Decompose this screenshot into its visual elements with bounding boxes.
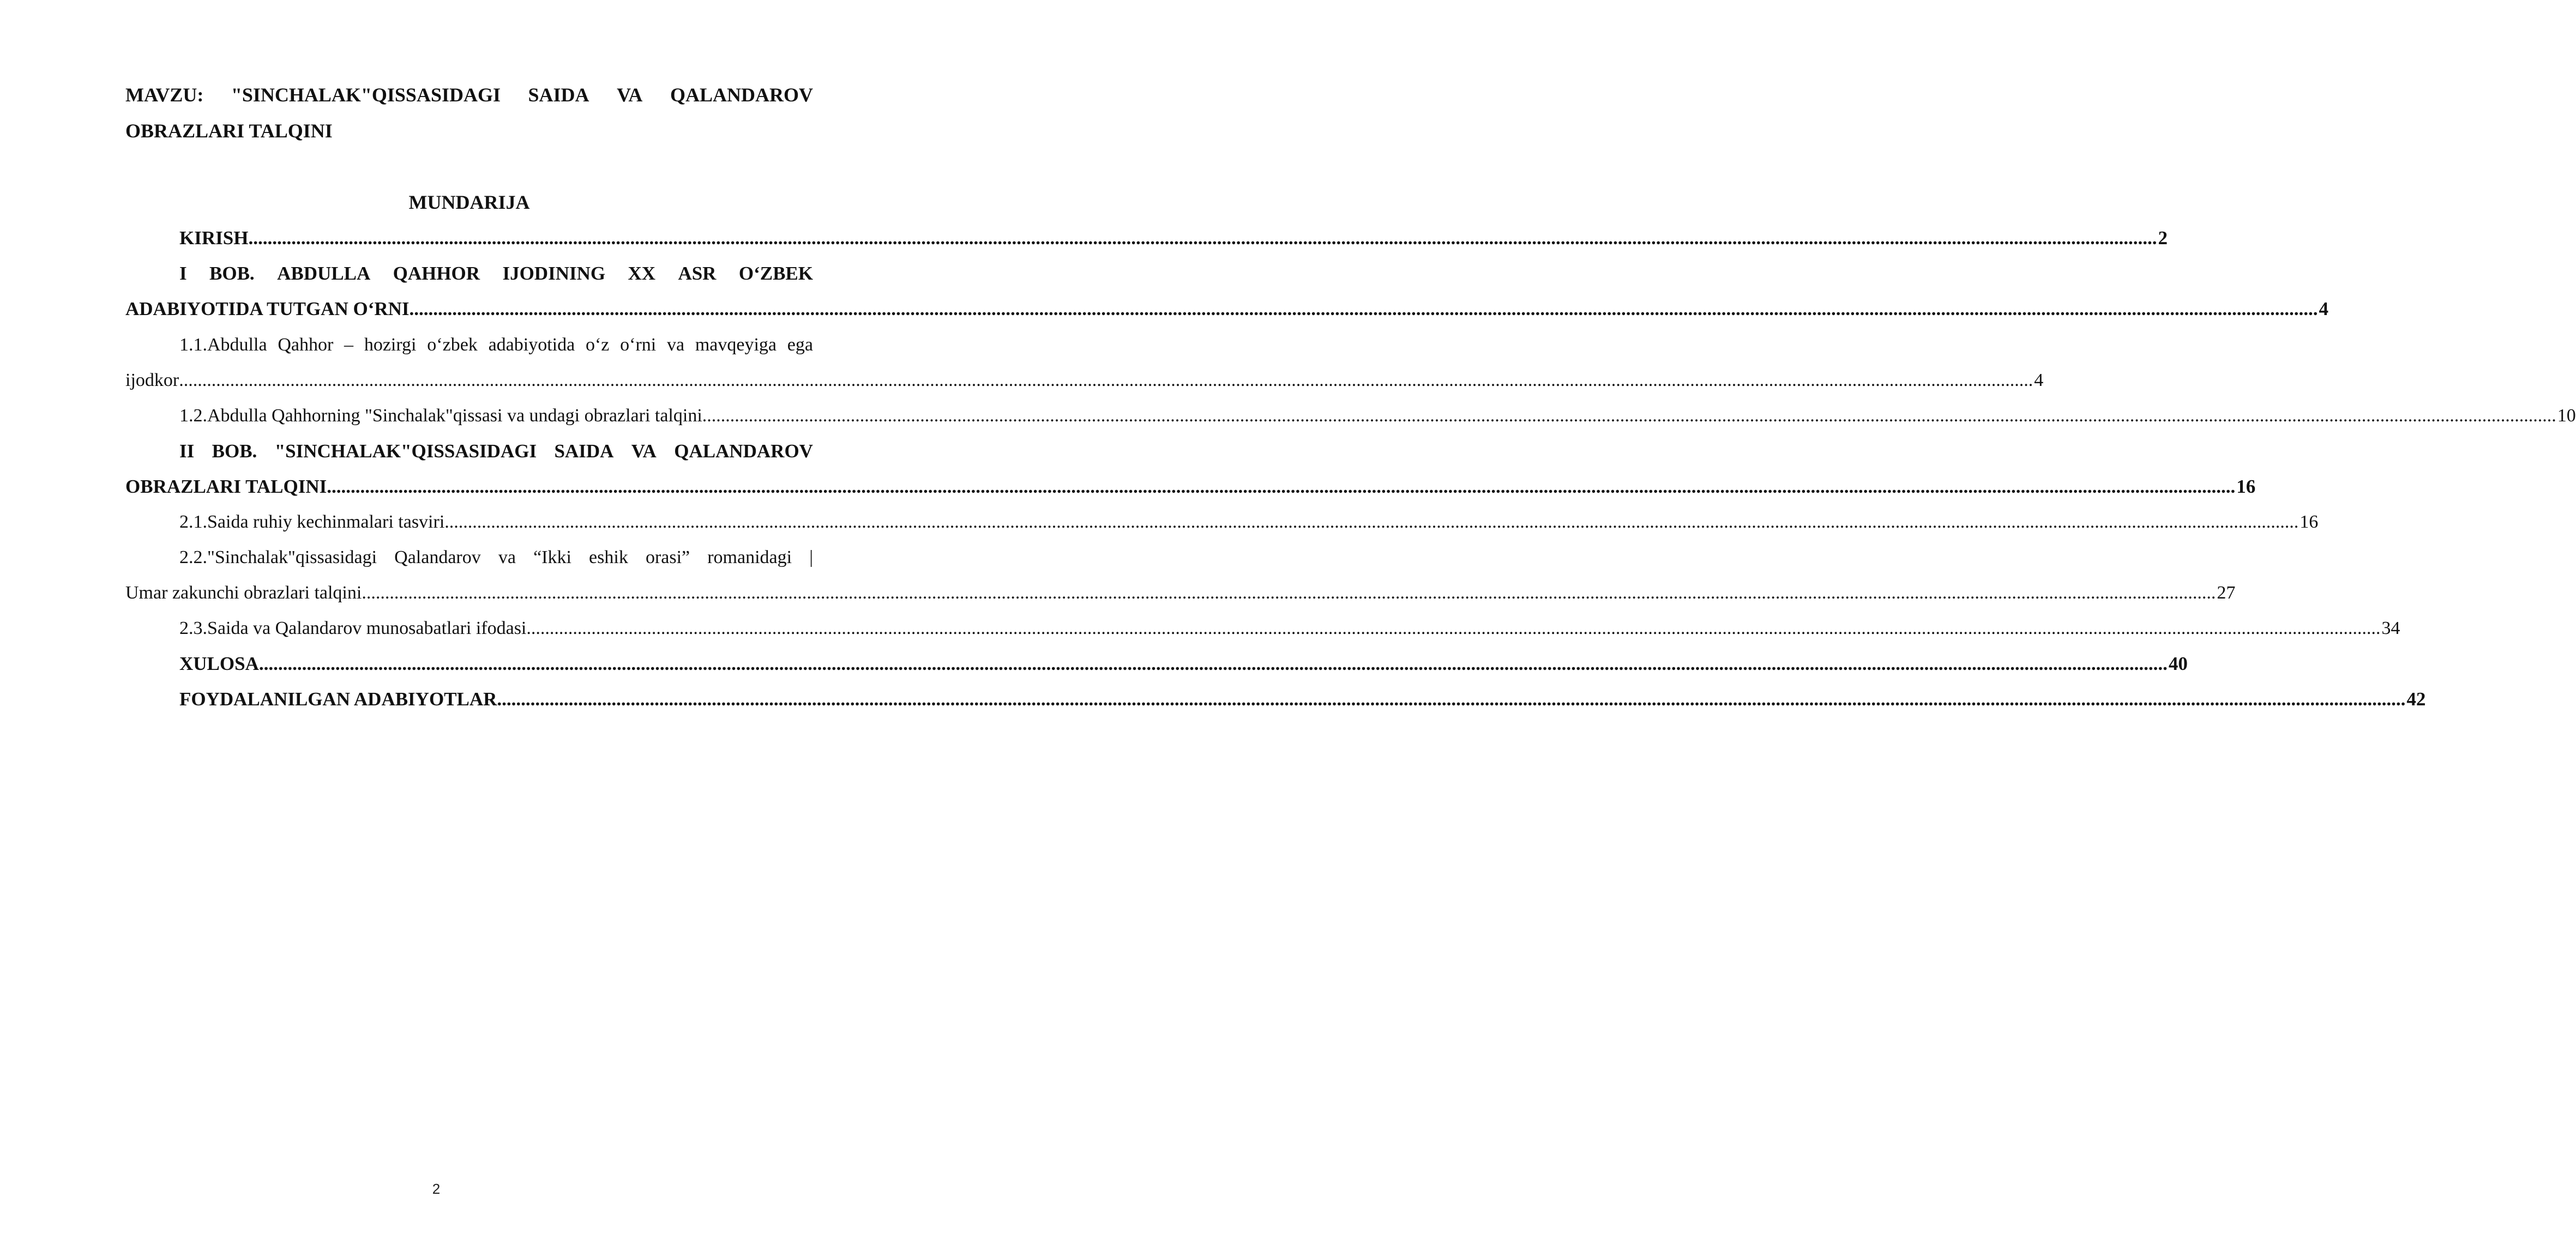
toc-entry-label: ijodkor <box>125 370 179 390</box>
toc-word: ega <box>787 335 813 355</box>
dot-leader: ................................................................................................................................................................................................................................................................................................................................................................................................................ <box>702 406 2556 426</box>
toc-entry-label: 1.2.Abdulla Qahhorning "Sinchalak"qissasi va undagi obrazlari talqini <box>179 406 702 426</box>
toc-page-number: 4 <box>2319 298 2329 319</box>
toc-entry-2-2[interactable] <box>125 582 2236 604</box>
toc-page-number: 2 <box>2158 227 2168 249</box>
toc-page-number: 10 <box>2557 406 2576 426</box>
title-word: QALANDAROV <box>670 84 813 106</box>
toc-word: eshik <box>589 547 628 567</box>
toc-word: va <box>498 547 516 567</box>
toc-entry-bob1[interactable] <box>125 298 2329 320</box>
toc-word: o‘rni <box>620 335 657 355</box>
title-word: VA <box>617 84 643 106</box>
title-word: MAVZU: <box>125 84 204 106</box>
toc-word: – <box>344 335 354 355</box>
toc-word: ASR <box>678 263 717 284</box>
toc-page-number: 27 <box>2217 583 2236 603</box>
page-number: 2 <box>432 1181 441 1197</box>
toc-word: va <box>667 335 685 355</box>
toc-entry-1-2[interactable] <box>179 405 2576 427</box>
dot-leader: ................................................................................................................................................................................................................................................................................................................................................................................................................ <box>179 370 2033 390</box>
toc-word: BOB. <box>209 263 255 284</box>
toc-word: VA <box>631 440 657 462</box>
toc-word: IJODINING <box>502 263 606 284</box>
toc-page-number: 42 <box>2406 688 2426 710</box>
toc-word: SAIDA <box>554 440 614 462</box>
dot-leader: ................................................................................................................................................................................................................................................................................................................................................................................................................ <box>444 512 2299 532</box>
dot-leader: ................................................................................................................................................................................................................................................................................................................................................................................................................ <box>497 688 2406 710</box>
toc-entry-1-1[interactable] <box>125 370 2044 391</box>
toc-entry-2-3[interactable] <box>179 618 2400 639</box>
dot-leader: ................................................................................................................................................................................................................................................................................................................................................................................................................ <box>327 476 2236 497</box>
toc-word: BOB. <box>212 440 257 462</box>
toc-word: XX <box>628 263 656 284</box>
dot-leader: ................................................................................................................................................................................................................................................................................................................................................................................................................ <box>362 583 2216 603</box>
toc-word: QAHHOR <box>393 263 480 284</box>
toc-page-number: 4 <box>2034 370 2044 390</box>
toc-word: Qalandarov <box>394 547 481 567</box>
document-title-line-2: OBRAZLARI TALQINI <box>125 120 333 142</box>
toc-word: romanidagi <box>707 547 792 567</box>
toc-word: adabiyotida <box>488 335 575 355</box>
toc-word: o‘zbek <box>427 335 478 355</box>
toc-word: orasi” <box>645 547 690 567</box>
toc-word: "SINCHALAK"QISSASIDAGI <box>274 440 537 462</box>
dot-leader: ................................................................................................................................................................................................................................................................................................................................................................................................................ <box>258 653 2168 674</box>
toc-page-number: 16 <box>2236 476 2256 497</box>
toc-entry-label: ADABIYOTIDA TUTGAN O‘RNI <box>125 298 410 319</box>
toc-word: o‘z <box>585 335 610 355</box>
toc-entry-kirish[interactable] <box>179 227 2168 249</box>
toc-entry-label: KIRISH <box>179 227 249 249</box>
toc-heading: MUNDARIJA <box>408 191 530 213</box>
toc-page-number: 16 <box>2300 512 2319 532</box>
toc-word: | <box>809 547 813 567</box>
toc-word: II <box>179 440 195 462</box>
toc-word: 2.2."Sinchalak"qissasidagi <box>179 547 377 567</box>
toc-entry-label: XULOSA <box>179 653 259 674</box>
toc-word: hozirgi <box>364 335 417 355</box>
toc-entry-bob2[interactable] <box>125 476 2256 498</box>
toc-entry-label: FOYDALANILGAN ADABIYOTLAR <box>179 688 497 710</box>
toc-word: “Ikki <box>533 547 571 567</box>
toc-entry-label: Umar zakunchi obrazlari talqini <box>125 583 362 603</box>
toc-word: O‘ZBEK <box>738 263 813 284</box>
toc-entry-adabiyotlar[interactable] <box>179 688 2426 710</box>
dot-leader: ................................................................................................................................................................................................................................................................................................................................................................................................................ <box>409 298 2318 319</box>
title-word: SAIDA <box>528 84 589 106</box>
toc-entry-label: 2.3.Saida va Qalandarov munosabatlari ifodasi <box>179 618 527 638</box>
toc-entry-label: 2.1.Saida ruhiy kechinmalari tasviri <box>179 512 445 532</box>
toc-entry-2-2-line-1[interactable] <box>179 547 813 569</box>
toc-page-number: 34 <box>2381 618 2400 638</box>
toc-entry-bob2-line-1[interactable] <box>179 440 813 462</box>
toc-page-number: 40 <box>2168 653 2188 674</box>
dot-leader: ................................................................................................................................................................................................................................................................................................................................................................................................................ <box>526 618 2381 638</box>
toc-entry-1-1-line-1[interactable] <box>179 334 813 356</box>
toc-entry-2-1[interactable] <box>179 511 2319 533</box>
document-title-line-1 <box>125 85 813 105</box>
toc-entry-bob1-line-1[interactable] <box>179 263 813 285</box>
toc-entry-label: OBRAZLARI TALQINI <box>125 476 327 497</box>
toc-word: mavqeyiga <box>695 335 777 355</box>
toc-word: ABDULLA <box>277 263 371 284</box>
dot-leader: ................................................................................................................................................................................................................................................................................................................................................................................................................ <box>248 227 2157 249</box>
toc-entry-xulosa[interactable] <box>179 653 2188 675</box>
title-word: "SINCHALAK"QISSASIDAGI <box>231 84 501 106</box>
toc-word: QALANDAROV <box>674 440 813 462</box>
toc-word: 1.1.Abdulla <box>179 335 267 355</box>
toc-word: Qahhor <box>278 335 334 355</box>
toc-word: I <box>179 263 187 284</box>
